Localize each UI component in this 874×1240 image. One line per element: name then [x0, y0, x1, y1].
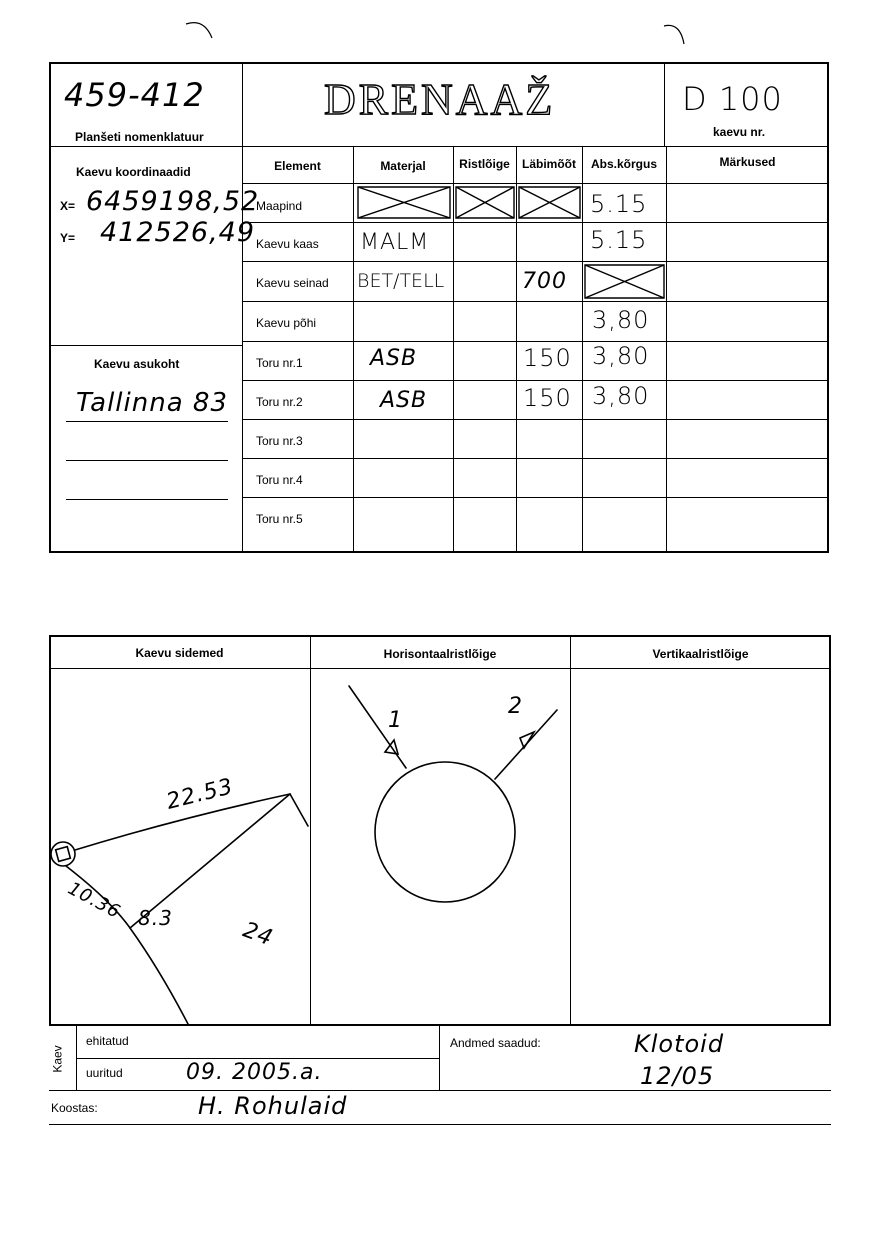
built-label: ehitatud: [86, 1034, 129, 1048]
data-source-value: Klotoid: [634, 1030, 725, 1058]
cell-elevation: 3,80: [592, 342, 650, 370]
cell-elevation: 3,80: [592, 306, 650, 334]
col-header-element: Element: [274, 159, 321, 173]
compiled-value: H. Rohulaid: [198, 1092, 348, 1120]
location-label: Kaevu asukoht: [94, 357, 180, 371]
row-label: Kaevu kaas: [256, 237, 319, 251]
x-prefix: X=: [60, 199, 76, 213]
row-label: Maapind: [256, 199, 303, 213]
row-label: Toru nr.3: [256, 434, 303, 448]
col-header-diameter: Läbimõõt: [522, 157, 576, 171]
tie-label: 8.3: [138, 906, 173, 930]
cell-elevation: 5.15: [590, 226, 648, 254]
col-header-material: Materjal: [380, 159, 426, 173]
location-value: Tallinna 83: [76, 388, 228, 418]
col-header-remarks: Märkused: [719, 155, 776, 169]
tie-label: 10.36: [64, 877, 125, 924]
data-source-date: 12/05: [640, 1062, 715, 1090]
row-label: Toru nr.1: [256, 356, 303, 370]
cell-diameter: 700: [522, 269, 567, 294]
cell-diameter: 150: [523, 384, 572, 412]
y-value: 412526,49: [100, 217, 256, 248]
surveyed-label: uuritud: [86, 1066, 123, 1080]
pipe-label: 2: [508, 694, 523, 719]
cell-elevation: 3,80: [592, 382, 650, 410]
well-label: kaevu nr.: [713, 125, 766, 139]
page-title: DRENAAŽ: [324, 75, 556, 124]
x-value: 6459198,52: [86, 186, 260, 217]
panel-title-vertical: Vertikaalristlõige: [652, 647, 749, 661]
cell-elevation: 5.15: [590, 190, 648, 218]
panel-title-horizontal: Horisontaalristlõige: [383, 647, 497, 661]
cell-diameter: 150: [523, 344, 572, 372]
compiled-label: Koostas:: [51, 1101, 98, 1115]
pipe-label: 1: [388, 708, 403, 733]
cell-material: BET/TELL: [357, 270, 445, 292]
footer-side-label: Kaev: [50, 1045, 65, 1073]
sheet-number: 459-412: [64, 76, 205, 114]
surveyed-value: 09. 2005.a.: [186, 1060, 323, 1085]
row-label: Toru nr.4: [256, 473, 303, 487]
row-label: Toru nr.5: [256, 512, 303, 526]
col-header-section: Ristlõige: [459, 157, 510, 171]
panel-title-ties: Kaevu sidemed: [135, 646, 224, 660]
cell-material: ASB: [380, 388, 428, 413]
col-header-elevation: Abs.kõrgus: [590, 157, 657, 171]
cell-material: ASB: [370, 346, 418, 371]
tie-label: 24: [239, 917, 277, 952]
coords-label: Kaevu koordinaadid: [76, 165, 191, 179]
row-label: Toru nr.2: [256, 395, 303, 409]
row-label: Kaevu põhi: [256, 316, 317, 330]
sheet-label: Planšeti nomenklatuur: [75, 130, 204, 144]
y-prefix: Y=: [60, 231, 76, 245]
data-source-label: Andmed saadud:: [450, 1036, 541, 1050]
cell-material: MALM: [360, 230, 430, 255]
tie-label: 22.53: [163, 774, 236, 815]
row-label: Kaevu seinad: [256, 276, 329, 290]
well-number: D 100: [682, 80, 783, 118]
